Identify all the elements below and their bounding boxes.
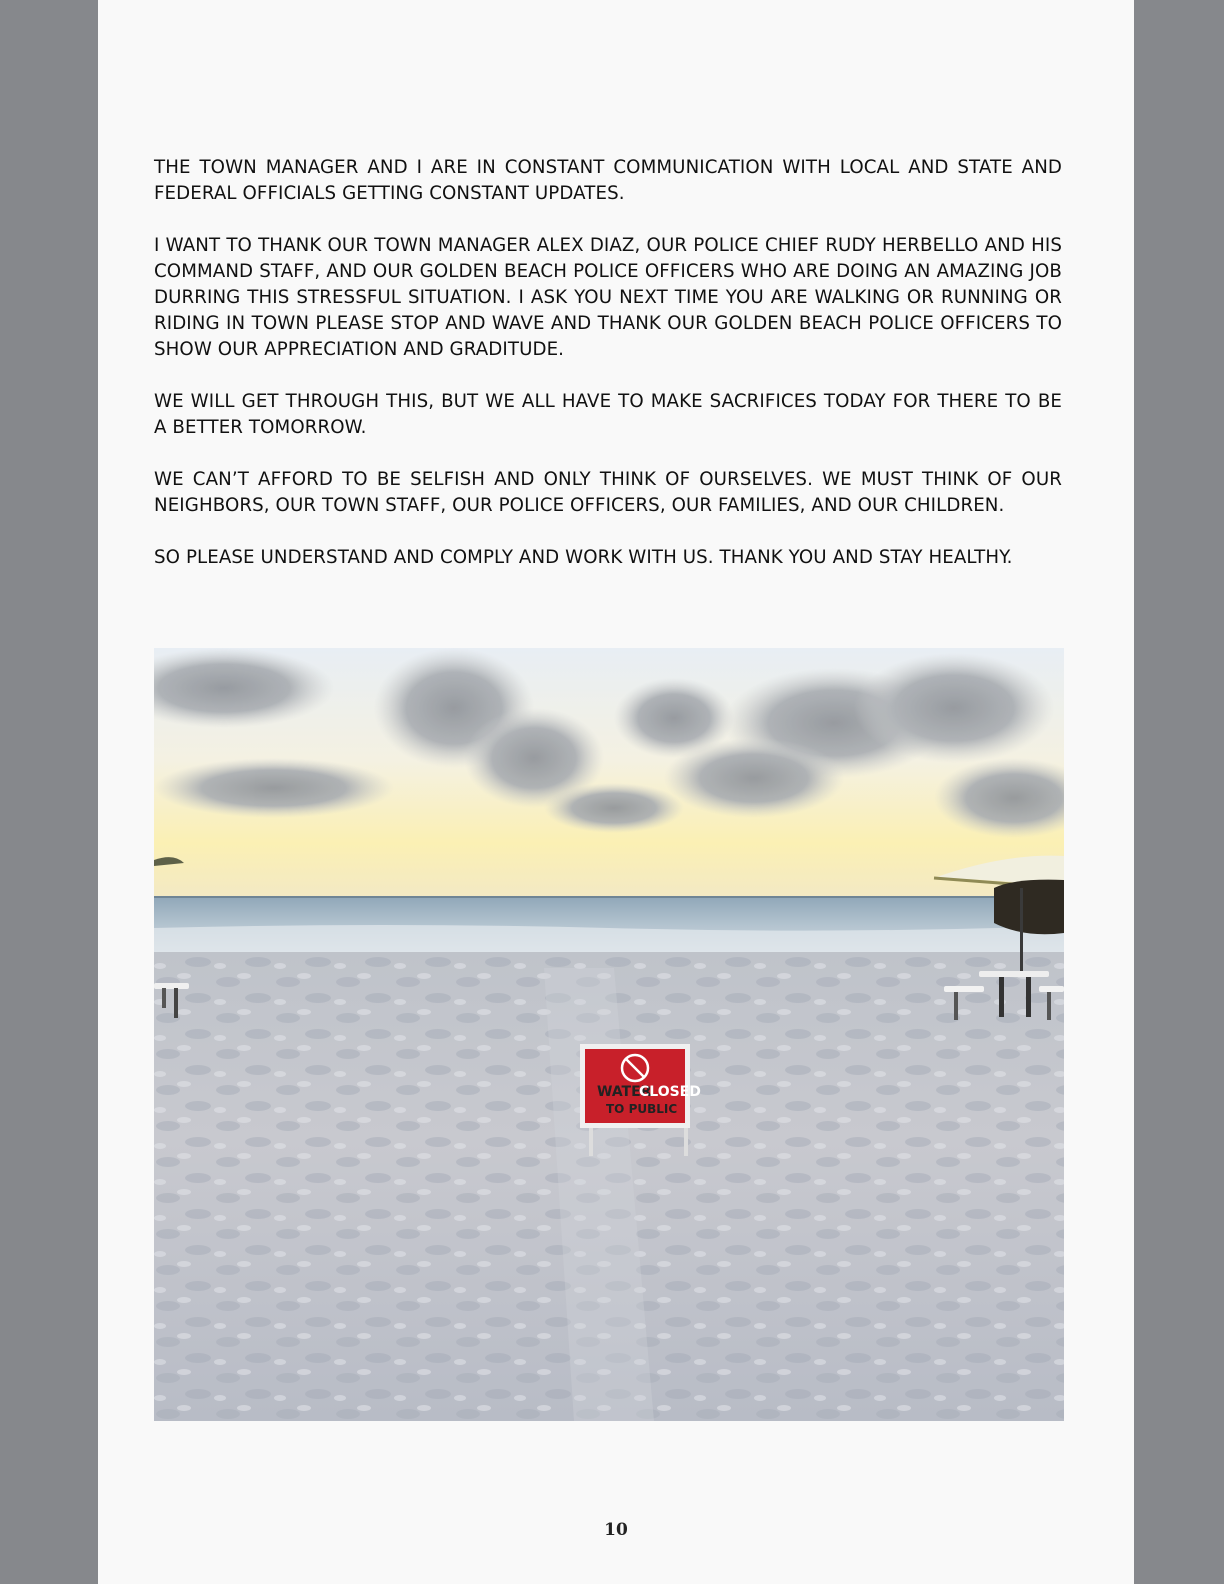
paragraph-thanks: I WANT TO THANK OUR TOWN MANAGER ALEX DIAZ, OUR POLICE CHIEF RUDY HERBELLO AND HIS COMMAND STAFF, AND OUR GOLDEN BEACH POLICE OFFICERS WHO ARE DOING AN AMAZING JOB DURRING THIS STRESSFUL SITUATION. I ASK YOU NEXT TIME YOU ARE WALKING OR RUNNING OR RIDING IN TOWN PLEASE STOP AND WAVE AND THANK OUR GOLDEN BEACH POLICE OFFICERS TO SHOW OUR APPRECIATION AND GRADITUDE. — [154, 235, 1062, 360]
paragraph-not-selfish: WE CAN’T AFFORD TO BE SELFISH AND ONLY THINK OF OURSELVES. WE MUST THINK OF OUR NEIGHBORS, OUR TOWN STAFF, OUR POLICE OFFICERS, OUR FAMILIES, AND OUR CHILDREN. — [154, 469, 1062, 516]
sign-water-text: WATER — [597, 1084, 652, 1100]
page-number: 10 — [604, 1520, 628, 1540]
sign-to-public-text: TO PUBLIC — [606, 1102, 678, 1116]
sign-closed-text: CLOSED — [639, 1084, 701, 1100]
beach-photo — [154, 648, 1064, 1421]
paragraph-closing: SO PLEASE UNDERSTAND AND COMPLY AND WORK WITH US. THANK YOU AND STAY HEALTHY. — [154, 547, 1013, 568]
paragraph-communication: THE TOWN MANAGER AND I ARE IN CONSTANT COMMUNICATION WITH LOCAL AND STATE AND FEDERAL OFFICIALS GETTING CONSTANT UPDATES. — [154, 157, 1062, 204]
letter-body — [154, 155, 1062, 597]
paragraph-sacrifices: WE WILL GET THROUGH THIS, BUT WE ALL HAVE TO MAKE SACRIFICES TODAY FOR THERE TO BE A BETTER TOMORROW. — [154, 391, 1062, 438]
document-page — [98, 0, 1134, 1584]
